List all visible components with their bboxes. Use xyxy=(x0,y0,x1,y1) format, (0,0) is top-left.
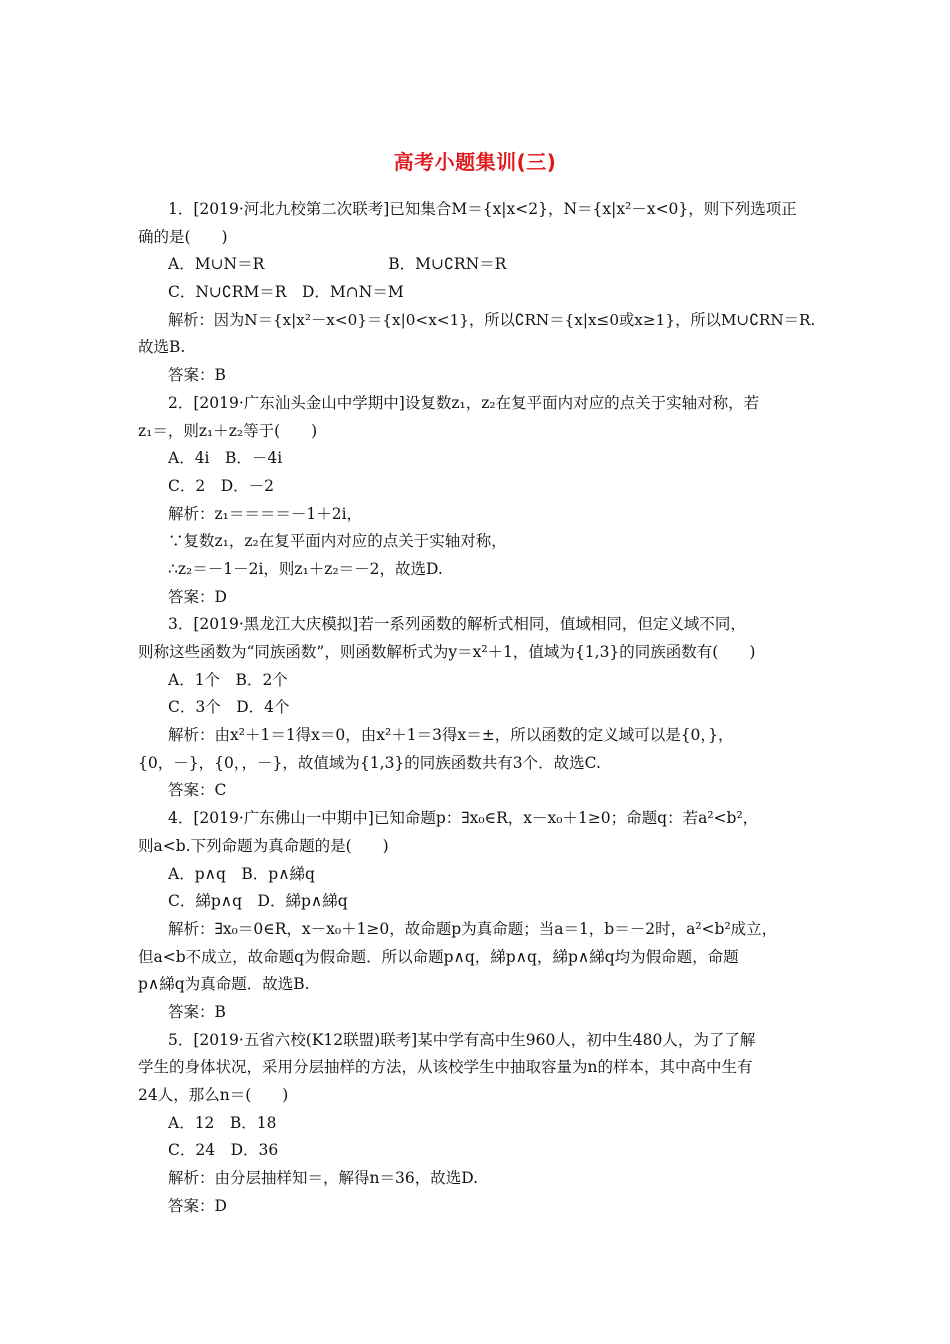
text-line: 确的是( ) xyxy=(138,227,228,246)
text-line: C．3个 D．4个 xyxy=(168,698,290,717)
text-line: C．N∪∁RM＝R D．M∩N＝M xyxy=(168,283,404,302)
text-line: ∵复数z₁，z₂在复平面内对应的点关于实轴对称， xyxy=(168,532,507,551)
text-line: 24人，那么n＝( ) xyxy=(138,1086,289,1104)
text-line: 解析：∃x₀＝0∈R，x－x₀＋1≥0，故命题p为真命题；当a＝1，b＝－2时，a²<b²成立， xyxy=(168,919,778,938)
text-line: 则a<b.下列命题为真命题的是( ) xyxy=(138,836,389,855)
text-line: A．4i B．－4i xyxy=(168,449,283,468)
text-line: A．12 B．18 xyxy=(168,1113,277,1132)
text-line: 答案：C xyxy=(168,781,227,800)
text-line: C．24 D．36 xyxy=(168,1141,279,1160)
text-line: ∴z₂＝－1－2i，则z₁＋z₂＝－2，故选D. xyxy=(168,559,443,578)
text-line: 答案：B xyxy=(168,366,226,385)
text-line: 解析：因为N＝{x|x²－x<0}＝{x|0<x<1}，所以∁RN＝{x|x≤0或x≥1}，所以M∪∁RN＝R. xyxy=(168,310,816,329)
text-line: 但a<b不成立，故命题q为假命题．所以命题p∧q，綈p∧q，綈p∧綈q均为假命题，命题 xyxy=(138,947,739,966)
text-line: 答案：D xyxy=(168,587,227,606)
text-line: C．2 D．－2 xyxy=(168,476,275,495)
page-title: 高考小题集训(三) xyxy=(393,150,557,174)
text-line: 2．[2019·广东汕头金山中学期中]设复数z₁，z₂在复平面内对应的点关于实轴对称，若 xyxy=(168,393,760,412)
text-line: 3．[2019·黑龙江大庆模拟]若一系列函数的解析式相同，值域相同，但定义域不同， xyxy=(168,615,746,634)
text-line: p∧綈q为真命题．故选B. xyxy=(138,975,310,994)
text-line: 解析：z₁＝＝＝＝－1＋2i， xyxy=(168,504,363,523)
text-line: 1．[2019·河北九校第二次联考]已知集合M＝{x|x<2}，N＝{x|x²－x<0}，则下列选项正 xyxy=(168,200,797,218)
text-line: 故选B. xyxy=(138,338,186,357)
text-line: z₁＝，则z₁＋z₂等于( ) xyxy=(138,421,318,440)
text-line: 5．[2019·五省六校(K12联盟)联考]某中学有高中生960人，初中生480人，为了了解 xyxy=(168,1030,756,1049)
text-line: A．M∪N＝R B．M∪∁RN＝R xyxy=(168,255,507,274)
text-line: 答案：B xyxy=(168,1002,226,1021)
text-line: A．1个 B．2个 xyxy=(168,670,288,689)
text-line: 则称这些函数为“同族函数”，则函数解析式为y＝x²＋1，值域为{1,3}的同族函数有( ) xyxy=(138,643,756,661)
text-line: 解析：由分层抽样知＝，解得n＝36，故选D. xyxy=(168,1169,479,1188)
document-body xyxy=(138,196,822,1220)
text-line: 答案：D xyxy=(168,1196,227,1215)
text-line: {0，－}，{0，，－}，故值域为{1,3}的同族函数共有3个．故选C. xyxy=(138,753,601,772)
text-line: 解析：由x²＋1＝1得x＝0，由x²＋1＝3得x＝±，所以函数的定义域可以是{0，}， xyxy=(168,726,734,745)
text-line: A．p∧q B．p∧綈q xyxy=(168,864,315,883)
text-line: 4．[2019·广东佛山一中期中]已知命题p：∃x₀∈R，x－x₀＋1≥0；命题q：若a²<b²， xyxy=(168,809,759,828)
text-line: C．綈p∧q D．綈p∧綈q xyxy=(168,892,348,911)
text-line: 学生的身体状况，采用分层抽样的方法，从该校学生中抽取容量为n的样本，其中高中生有 xyxy=(138,1058,753,1077)
